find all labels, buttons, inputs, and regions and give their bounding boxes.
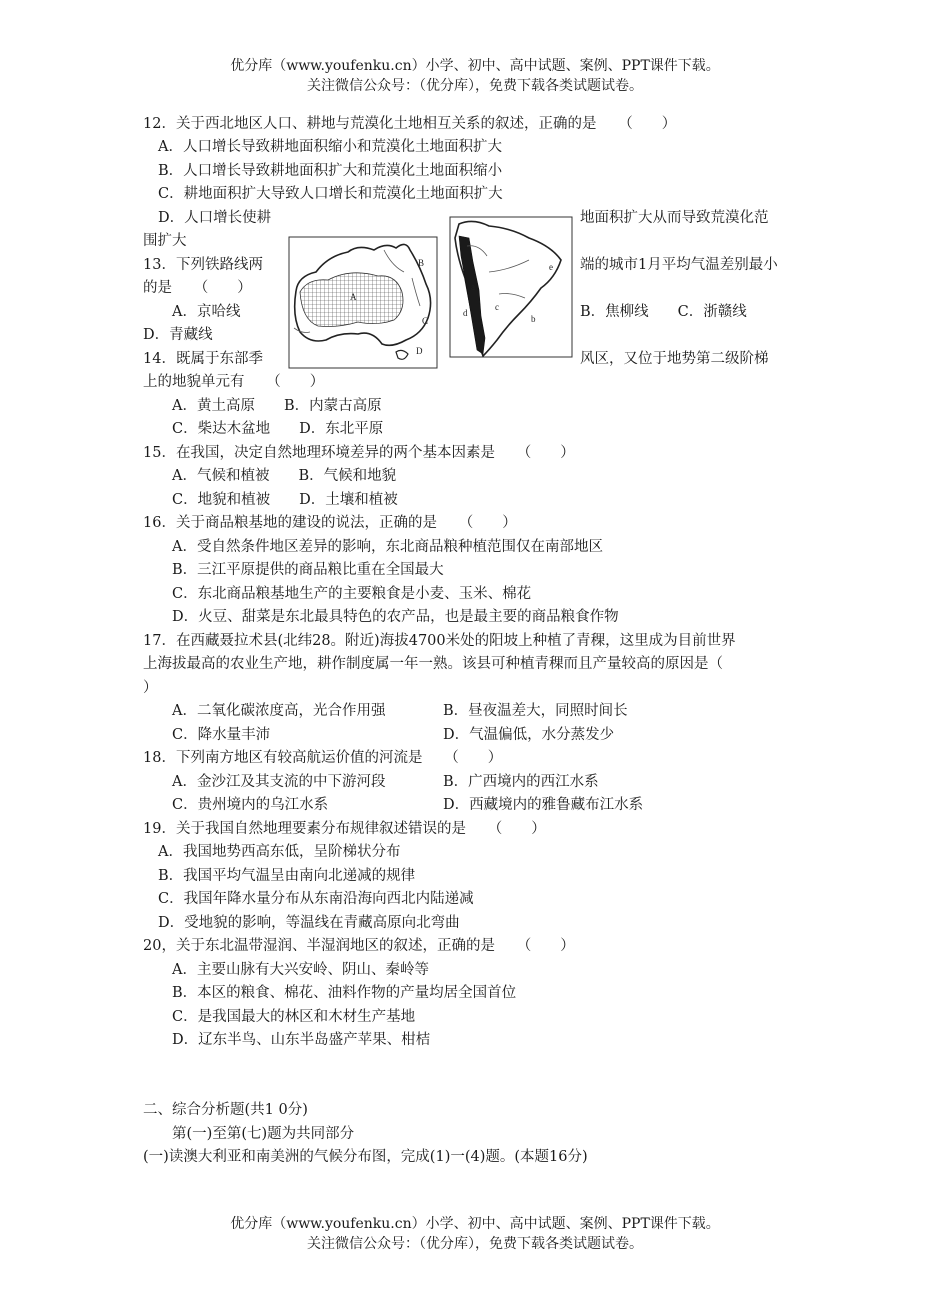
q12-option-d-left: D．人口增长使耕 [158,210,272,226]
q16-option-b: B．三江平原提供的商品粮比重在全国最大 [172,562,444,578]
q20-option-d: D．辽东半鸟、山东半岛盛产苹果、柑桔 [172,1032,431,1048]
section2-question-1: (一)读澳大利亚和南美洲的气候分布图，完成(1)一(4)题。(本题16分) [143,1149,588,1165]
q15-options-cd: C．地貌和植被 D．土壤和植被 [172,492,398,508]
q12-option-b: B．人口增长导致耕地面积扩大和荒漠化土地面积缩小 [158,163,503,179]
south-america-label-c: c [495,302,499,312]
q12-option-d-cont: 围扩大 [143,233,187,249]
q19-option-d: D．受地貌的影响，等温线在青藏高原向北弯曲 [158,915,460,931]
south-america-label-e: e [549,262,553,272]
south-america-label-d: d [463,308,468,318]
south-america-label-a: a [471,282,475,292]
q17-option-b: B．昼夜温差大，同照时间长 [443,703,628,719]
q20-option-b: B．本区的粮食、棉花、油料作物的产量均居全国首位 [172,985,517,1001]
australia-climate-map [288,236,438,369]
q12-option-d-right: 地面积扩大从而导致荒漠化范 [580,210,769,226]
q13-stem-left: 13．下列铁路线两 [143,257,263,273]
q12-option-c: C．耕地面积扩大导致人口增长和荒漠化土地面积扩大 [158,186,503,202]
tasmania [396,350,408,359]
q19-option-a: A．我国地势西高东低，呈阶梯状分布 [158,844,401,860]
q20-option-a: A．主要山脉有大兴安岭、阴山、秦岭等 [172,962,429,978]
south-america-climate-map [449,216,573,358]
australia-label-a: A [350,292,357,302]
q13-option-a: A．京哈线 [172,304,241,320]
australia-label-d: D [416,346,423,356]
q14-stem-left: 14．既属于东部季 [143,351,263,367]
q13-option-bc: B．焦柳线 C．浙赣线 [580,304,747,320]
q13-stem-right: 端的城市1月平均气温差别最小 [580,257,778,273]
header-line-2: 关注微信公众号：（优分库），免费下载各类试题试卷。 [307,78,643,94]
q17-stem-2: 上海拔最高的农业生产地，耕作制度属一年一熟。该县可种植青稞而且产量较高的原因是（ [143,656,723,672]
q16-stem: 16．关于商品粮基地的建设的说法，正确的是 （ ） [143,515,517,531]
australia-label-b: B [418,258,425,268]
q18-option-b: B．广西境内的西江水系 [443,774,599,790]
q12-option-a: A．人口增长导致耕地面积缩小和荒漠化土地面积扩大 [158,139,502,155]
q15-stem: 15．在我国，决定自然地理环境差异的两个基本因素是 （ ） [143,445,575,461]
q17-stem-1: 17．在西藏聂拉术县(北纬28。附近)海拔4700米处的阳坡上种植了青稞，这里成为目前世界 [143,633,736,649]
q14-options-cd: C．柴达木盆地 D．东北平原 [172,421,384,437]
q19-stem: 19．关于我国自然地理要素分布规律叙述错误的是 （ ） [143,821,546,837]
south-america-label-b: b [531,314,536,324]
q18-option-d: D．西藏境内的雅鲁藏布江水系 [443,797,644,813]
q12-stem: 12．关于西北地区人口、耕地与荒漠化土地相互关系的叙述，正确的是 （ ） [143,116,677,132]
q14-stem-cont: 上的地貌单元有 （ ） [143,374,325,390]
q18-option-c: C．贵州境内的乌江水系 [172,797,329,813]
andes-zone [459,236,485,354]
q17-option-a: A．二氧化碳浓度高，光合作用强 [172,703,386,719]
q18-option-a: A．金沙江及其支流的中下游河段 [172,774,386,790]
q16-option-d: D．火豆、甜菜是东北最具特色的农产品，也是最主要的商品粮食作物 [172,609,619,625]
q20-stem: 20，关于东北温带湿润、半湿润地区的叙述，正确的是 （ ） [143,938,575,954]
q13-option-d: D．青藏线 [143,327,213,343]
header-line-1: 优分库（www.youfenku.cn）小学、初中、高中试题、案例、PPT课件下载。 [230,58,720,74]
footer-line-2: 关注微信公众号：（优分库），免费下载各类试题试卷。 [307,1236,643,1252]
q15-options-ab: A．气候和植被 B．气候和地貌 [172,468,397,484]
q14-stem-right: 风区，又位于地势第二级阶梯 [580,351,769,367]
q14-options-ab: A．黄土高原 B．内蒙古高原 [172,398,382,414]
q16-option-a: A．受自然条件地区差异的影响，东北商品粮种植范围仅在南部地区 [172,539,603,555]
q16-option-c: C．东北商品粮基地生产的主要粮食是小麦、玉米、棉花 [172,586,532,602]
section2-title: 二、综合分析题(共1 0分) [143,1102,308,1118]
section2-subtitle: 第(一)至第(七)题为共同部分 [172,1126,355,1142]
q20-option-c: C．是我国最大的林区和木材生产基地 [172,1009,416,1025]
australia-label-c: C [422,316,429,326]
q19-option-b: B．我国平均气温呈由南向北递减的规律 [158,868,416,884]
q17-option-c: C．降水量丰沛 [172,727,271,743]
q17-stem-3: ） [143,680,158,696]
q13-stem-cont: 的是 （ ） [143,280,252,296]
footer-line-1: 优分库（www.youfenku.cn）小学、初中、高中试题、案例、PPT课件下载。 [230,1216,720,1232]
q18-stem: 18．下列南方地区有较高航运价值的河流是 （ ） [143,750,503,766]
q17-option-d: D．气温偏低，水分蒸发少 [443,727,615,743]
q19-option-c: C．我国年降水量分布从东南沿海向西北内陆递减 [158,891,474,907]
